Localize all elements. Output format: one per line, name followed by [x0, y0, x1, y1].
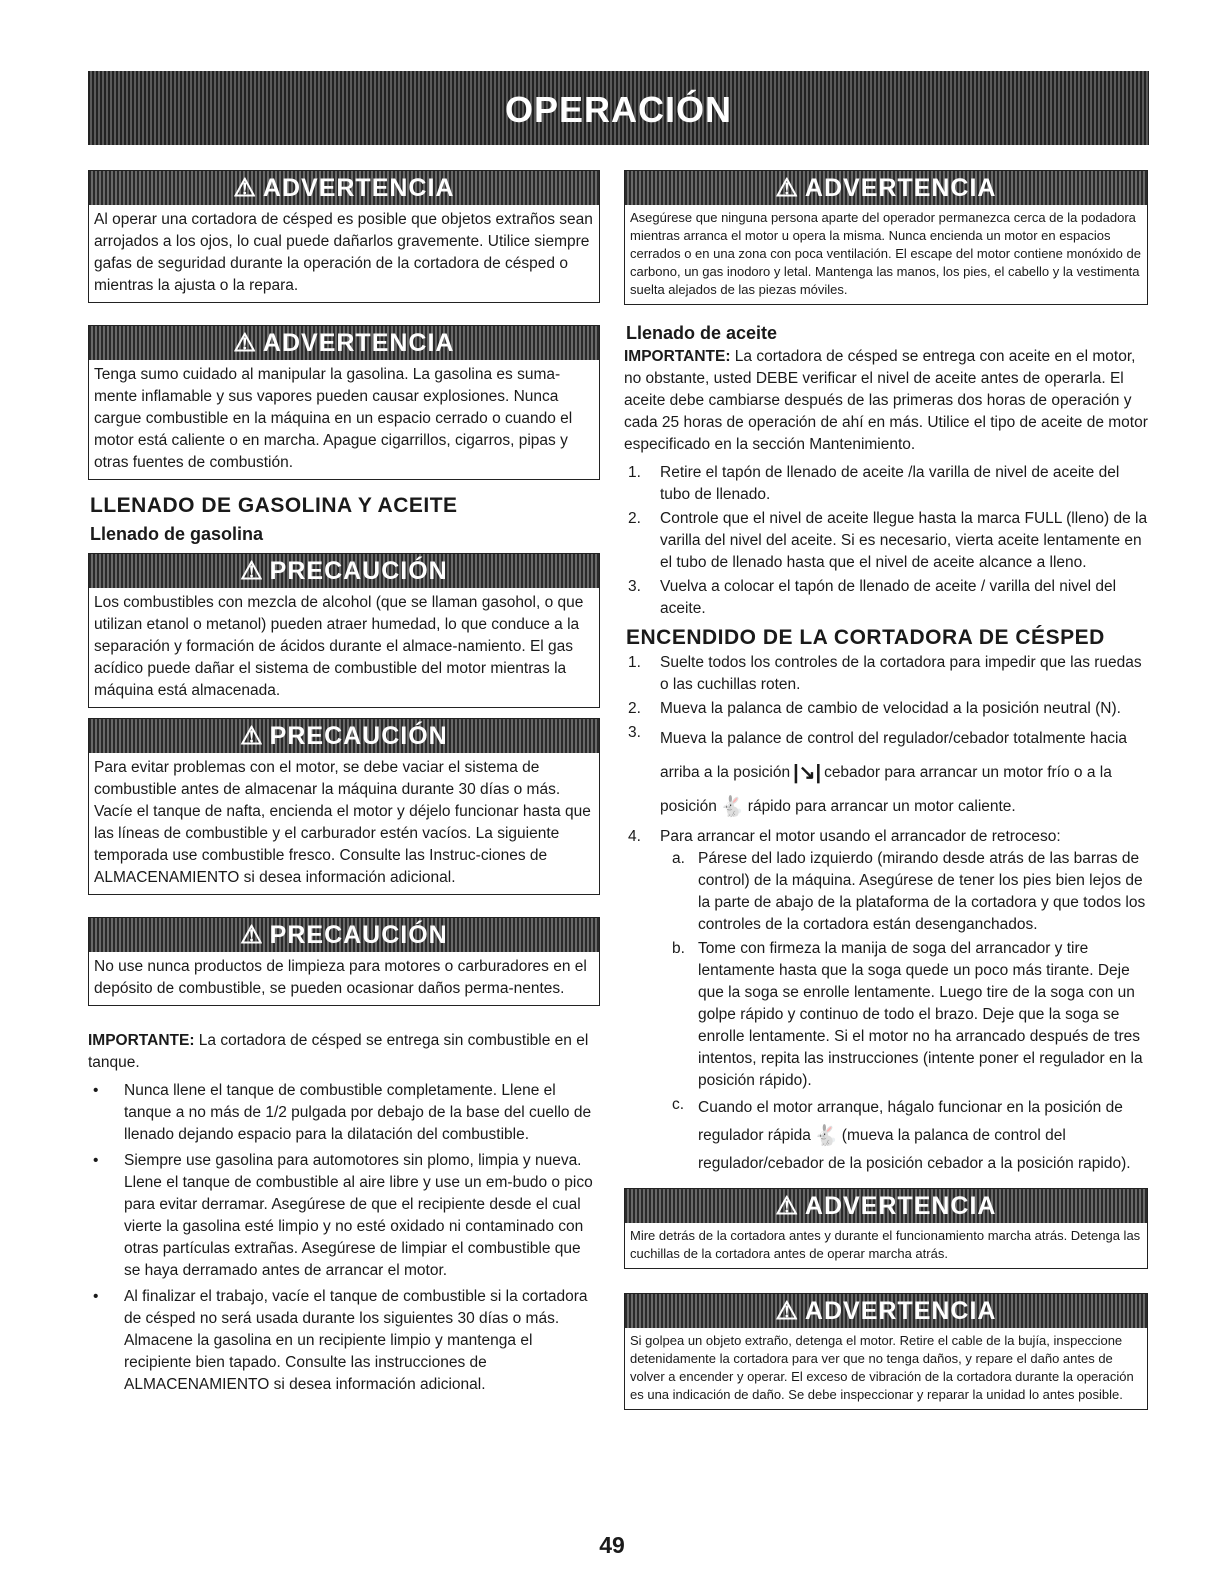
- warning-triangle-icon: ⚠: [240, 921, 264, 949]
- warning-triangle-icon: ⚠: [240, 722, 264, 750]
- caution-box-alcohol-fuel: [88, 553, 600, 708]
- warning-triangle-icon: ⚠: [233, 329, 257, 357]
- page-banner: [88, 71, 1149, 145]
- subsection-title-oil: Llenado de aceite: [626, 323, 778, 343]
- list-item: • Nunca llene el tanque de combustible completamente. Llene el tanque a no más de 1/2 pulgada por debajo de la base del cuello de llenado dejando espacio para la dilatación del combustible.: [88, 1080, 600, 1146]
- warning-triangle-icon: ⚠: [233, 174, 257, 202]
- list-item: 3. Mueva la palance de control del regulador/cebador totalmente hacia arriba a la posición |↘| cebador para arrancar un motor frío o a la posición 🐇 rápido para arrancar un motor caliente.: [624, 722, 1148, 824]
- important-text: La cortadora de césped se entrega sin combustible en el tanque.: [88, 1032, 589, 1071]
- section-title-starting: ENCENDIDO DE LA CORTADORA DE CÉSPED: [626, 626, 1105, 649]
- warning-text: Mire detrás de la cortadora antes y durante el funcionamiento marcha atrás. Detenga las cuchillas de la cortadora antes de operar marcha atrás.: [630, 1228, 1141, 1262]
- caution-box-cleaners: [88, 917, 600, 1006]
- list-item: • Al finalizar el trabajo, vacíe el tanque de combustible si la cortadora de césped no será usada durante los siguientes 30 días o más. Almacene la gasolina en un recipiente limpio y mantenga el recipiente bien tapado. Consulte las instrucciones de ALMACENAMIENTO si desea información adicional.: [88, 1286, 600, 1396]
- oil-steps-list: [624, 462, 1148, 620]
- choke-icon: |↘|: [793, 762, 822, 784]
- rabbit-fast-icon: 🐇: [813, 1125, 839, 1148]
- caution-text: No use nunca productos de limpieza para motores o carburadores en el depósito de combustible, se pueden ocasionar daños perma-nentes.: [94, 958, 587, 997]
- list-item: c. Cuando el motor arranque, hágalo funcionar en la posición de regulador rápida 🐇 (mueva la palanca de control del regulador/cebador de la posición cebador a la posición rapido).: [672, 1096, 1131, 1173]
- warning-heading: ADVERTENCIA: [804, 1297, 997, 1326]
- warning-heading: ADVERTENCIA: [262, 174, 455, 202]
- list-item: 2. Mueva la palanca de cambio de velocidad a la posición neutral (N).: [628, 700, 1121, 717]
- rabbit-fast-icon: 🐇: [719, 796, 745, 819]
- warning-box-reverse: [624, 1188, 1148, 1269]
- list-item: b. Tome con firmeza la manija de soga del arrancador y tire lentamente hasta que la soga quede un poco más tirante. Deje que la soga se enrolle lentamente. Luego tire de la soga con un golpe rápido y continuo de todo el brazo. Deje que la soga se enrolle lentamente. Si el motor no ha arrancado después de tres intentos, repita las instrucciones (intente poner el regulador en la posición rápido).: [672, 940, 1143, 1090]
- warning-box-bystanders: [624, 170, 1148, 305]
- subsection-title-gasoline: Llenado de gasolina: [90, 524, 264, 544]
- warning-text: Asegúrese que ninguna persona aparte del operador permanezca cerca de la podadora mientras arranca el motor u opera la misma. Nunca encienda un motor en espacios cerrados o en una zona con poca ventilación. El escape del motor contiene monóxido de carbono, un gas inodoro y letal. Mantenga las manos, los pies, el cabello y la vestimenta suelta alejados de las piezas móviles.: [630, 210, 1141, 297]
- caution-box-storage: [88, 718, 600, 895]
- caution-heading: PRECAUCIÓN: [269, 722, 448, 750]
- fuel-bullet-list: [88, 1080, 600, 1396]
- list-item: • Siempre use gasolina para automotores sin plomo, limpia y nueva. Llene el tanque de combustible al aire libre y use un em-budo o pico para evitar derramar. Asegúrese de que el recipiente desde el cual vierte la gasolina esté limpio y no esté oxidado ni contaminado con otras partículas extrañas. Asegúrese de limpiar el combustible que se haya derramado antes de arrancar el motor.: [88, 1150, 600, 1282]
- warning-heading: ADVERTENCIA: [804, 174, 997, 202]
- warning-box-eye-protection: [88, 170, 600, 303]
- section-title-fuel-oil: LLENADO DE GASOLINA Y ACEITE: [90, 494, 458, 517]
- warning-heading: ADVERTENCIA: [804, 1192, 997, 1221]
- warning-box-gasoline: [88, 325, 600, 480]
- warning-text: Tenga sumo cuidado al manipular la gasolina. La gasolina es suma-mente inflamable y sus vapores pueden causar explosiones. Nunca cargue combustible en la máquina en un espacio cerrado o cuando el motor está caliente o en marcha. Apague cigarrillos, cigarros, pipas y otras fuentes de combustión.: [94, 366, 573, 471]
- left-column: [88, 170, 600, 1400]
- caution-heading: PRECAUCIÓN: [269, 557, 448, 585]
- warning-triangle-icon: ⚠: [240, 557, 264, 585]
- list-item: 4. Para arrancar el motor usando el arrancador de retroceso: a. Párese del lado izquierdo (mirando desde atrás de las barras de control) de la máquina. Asegúrese de tener los pies bien lejos de la parte de abajo de la plataforma de la cortadora y que todos los controles de la cortadora están desenganchados. b. Tome con firmeza la manija de soga del arrancador y tire lentamente hasta que la soga quede un poco más tirante. Deje que la soga se enrolle lentamente. Luego tire de la soga con un golpe rápido y continuo de todo el brazo. Deje que la soga se enrolle lentamente. Si el motor no ha arrancado después de tres intentos, repita las instrucciones (intente poner el regulador en la posición rápido). c. Cuando el motor arranque, hágalo funcionar en la posición de regulador rápida 🐇 (mueva la palanca de control del regulador/cebador de la posición cebador a la posición rapido).: [624, 826, 1148, 1178]
- warning-box-foreign-object: [624, 1293, 1148, 1410]
- list-item: 1. Suelte todos los controles de la cortadora para impedir que las ruedas o las cuchillas roten.: [628, 654, 1142, 693]
- warning-triangle-icon: ⚠: [775, 1192, 799, 1221]
- important-text: La cortadora de césped se entrega con aceite en el motor, no obstante, usted DEBE verificar el nivel de aceite antes de operarla. El aceite debe cambiarse después de las primeras dos horas de operación y cada 25 horas de operación de ahí en más. Utilice el tipo de aceite de motor especificado en la sección Mantenimiento.: [624, 348, 1148, 453]
- warning-triangle-icon: ⚠: [775, 1297, 799, 1326]
- list-item: 2. Controle que el nivel de aceite llegue hasta la marca FULL (lleno) de la varilla del nivel del aceite. Si es necesario, vierta aceite lentamente en el tubo de llenado hasta que el nivel de aceite alcance a lleno.: [628, 510, 1148, 571]
- recoil-sub-steps: [660, 848, 1148, 1178]
- warning-text: Si golpea un objeto extraño, detenga el motor. Retire el cable de la bujía, inspeccione detenidamente la cortadora para ver que no tenga daños, y repare el daño antes de volver a encender y operar. El exceso de vibración de la cortadora durante la operación es una indicación de daño. Se debe inspeccionar y reparar la unidad lo antes posible.: [630, 1333, 1134, 1403]
- list-item: a. Párese del lado izquierdo (mirando desde atrás de las barras de control) de la máquina. Asegúrese de tener los pies bien lejos de la parte de abajo de la plataforma de la cortadora y que todos los controles de la cortadora están desenganchados.: [672, 850, 1146, 934]
- caution-text: Los combustibles con mezcla de alcohol (que se llaman gasohol, o que utilizan etanol o metanol) pueden atraer humedad, lo que conduce a la separación y formación de ácidos durante el almace-namiento. El gas acídico puede dañar el sistema de combustible del motor mientras la máquina está almacenada.: [94, 594, 584, 699]
- warning-heading: ADVERTENCIA: [262, 329, 455, 357]
- list-item: 1. Retire el tapón de llenado de aceite /la varilla de nivel de aceite del tubo de llenado.: [628, 464, 1120, 503]
- caution-text: Para evitar problemas con el motor, se debe vaciar el sistema de combustible antes de almacenar la máquina durante 30 días o más. Vacíe el tanque de nafta, encienda el motor y déjelo funcionar hasta que las líneas de combustible y el carburador estén vacíos. La siguiente temporada use combustible fresco. Consulte las Instruc-ciones de ALMACENAMIENTO si desea información adicional.: [94, 759, 591, 886]
- important-note-oil: [624, 346, 1148, 456]
- warning-text: Al operar una cortadora de césped es posible que objetos extraños sean arrojados a los ojos, lo cual puede dañarlos gravemente. Utilice siempre gafas de seguridad durante la operación de la cortadora de césped o mientras la ajusta o la repara.: [94, 211, 593, 294]
- important-label: IMPORTANTE:: [88, 1032, 195, 1049]
- caution-heading: PRECAUCIÓN: [269, 921, 448, 949]
- important-label: IMPORTANTE:: [624, 348, 731, 365]
- right-column: [624, 170, 1148, 1424]
- warning-triangle-icon: ⚠: [775, 174, 799, 202]
- important-note-fuel: [88, 1030, 600, 1074]
- page-number: 49: [599, 1532, 625, 1558]
- page-title: OPERACIÓN: [504, 89, 733, 130]
- list-item: 3. Vuelva a colocar el tapón de llenado de aceite / varilla del nivel del aceite.: [628, 578, 1117, 617]
- start-steps-list: [624, 652, 1148, 1178]
